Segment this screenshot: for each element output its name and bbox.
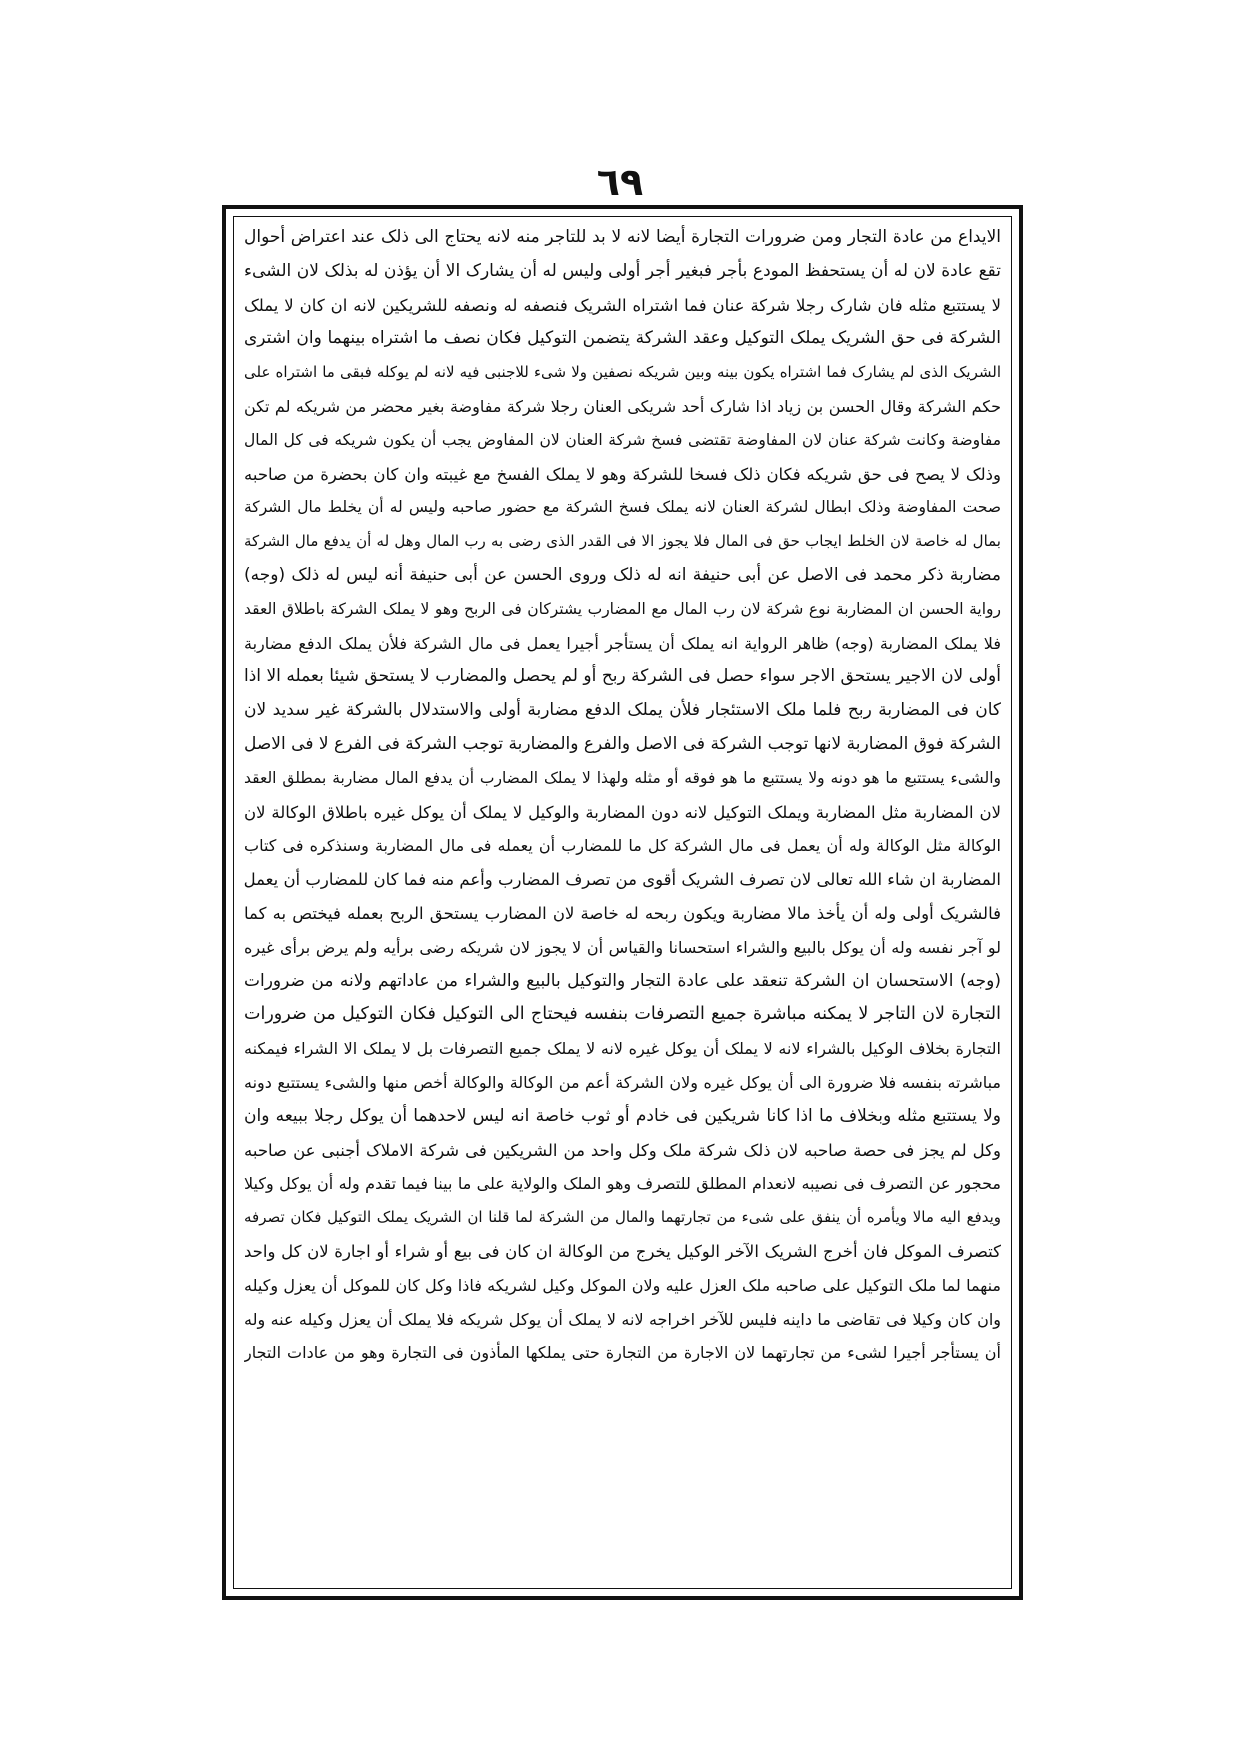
text-line: صحت المفاوضة وذلک ابطال لشرکة العنان لانه یملک فسخ الشرکة مع حضور صاحبه ولیس له أن یخلط مال الشرکة (244, 498, 1001, 517)
text-line: وکل لم یجز فی حصة صاحبه لان ذلک شرکة ملک وکل واحد من الشریکین فی شرکة الاملاک أجنبی عن صاحبه (244, 1140, 1001, 1160)
page-frame (222, 205, 1023, 1600)
text-line: فلا یملک المضاربة (وجه) ظاهر الروایة انه یملک أن یستأجر أجیرا یعمل فی مال الشرکة فلأن یملک الدفع مضاربة (244, 633, 1001, 653)
text-line: (وجه) الاستحسان ان الشرکة تنعقد علی عادة التجار والتوکیل بالبیع والشراء من عاداتهم ولانه من ضرورات (244, 970, 1001, 991)
text-line: وذلک لا یصح فی حق شریکه فکان ذلک فسخا للشرکة وهو لا یملک الفسخ مع غیبته وان کان بحضرة من صاحبه (244, 464, 1001, 484)
text-line: الوکالة مثل الوکالة وله أن یعمل فی مال الشرکة کل ما للمضارب أن یعمله فی مال المضاربة وسنذکره فی کتاب (244, 836, 1001, 856)
text-line: بمال له خاصة لان الخلط ایجاب حق فی المال فلا یجوز الا فی القدر الذی رضی به رب المال وهل له أن یدفع مال الشرکة (244, 532, 1001, 551)
text-line: أولی لان الاجیر یستحق الاجر سواء حصل فی الشرکة ربح أو لم یحصل والمضارب لا یستحق شیئا بعمله الا اذا (244, 666, 1001, 687)
text-line: لو آجر نفسه وله أن یوکل بالبیع والشراء استحسانا والقیاس أن لا یجوز لان شریکه رضی برأیه ولم یرض برأی غیره (244, 937, 1001, 957)
text-line: التجارة لان التاجر لا یمکنه مباشرة جمیع التصرفات بنفسه فیحتاج الی التوکیل فکان التوکیل من ضرورات (244, 1004, 1001, 1025)
text-line: حکم الشرکة وقال الحسن بن زیاد اذا شارک أحد شریکی العنان رجلا شرکة مفاوضة بغیر محضر من شریکه لم تکن (244, 396, 1001, 416)
text-line: المضاربة ان شاء الله تعالی لان تصرف الشریک أقوی من تصرف المضارب وأعم منه فما کان للمضارب أن یعمل (244, 870, 1001, 890)
text-line: والشیء یستتبع ما هو دونه ولا یستتبع ما هو فوقه أو مثله ولهذا لا یملک المضارب أن یدفع المال مضاربة بمطلق العقد (244, 768, 1001, 787)
text-line: الشرکة فوق المضاربة لانها توجب الشرکة فی الاصل والفرع والمضاربة توجب الشرکة فی الفرع لا فی الاصل (244, 733, 1001, 754)
text-line: مباشرته بنفسه فلا ضرورة الی أن یوکل غیره ولان الشرکة أعم من الوکالة والوکالة أخص منها والشیء یستتبع دونه (244, 1072, 1001, 1092)
main-text (244, 221, 1001, 1370)
text-line: ولا یستتبع مثله وبخلاف ما اذا کانا شریکین فی خادم أو ثوب خاصة انه لیس لاحدهما أن یوکل رجلا ببیعه وان (244, 1105, 1001, 1126)
text-line: الشرکة فی حق الشریک یملک التوکیل وعقد الشرکة یتضمن التوکیل فکان نصف ما اشتراه بینهما وان اشتری (244, 328, 1001, 349)
text-line: تقع عادة لان له أن یستحفظ المودع بأجر فبغیر أجر أولی ولیس له أن یشارک الا أن یؤذن له بذلک لان الشیء (244, 260, 1001, 281)
text-line: کتصرف الموکل فان أخرج الشریک الآخر الوکیل یخرج من الوکالة ان کان فی بیع أو شراء أو اجارة لان کل واحد (244, 1241, 1001, 1261)
text-line: وان کان وکیلا فی تقاضی ما داینه فلیس للآخر اخراجه لانه لا یملک أن یوکل شریکه فلا یملک أن یعزل وکیله عنه وله (244, 1309, 1001, 1329)
text-line: مضاربة ذکر محمد فی الاصل عن أبی حنیفة انه له ذلک وروی الحسن عن أبی حنیفة أنه لیس له ذلک (وجه) (244, 564, 1001, 585)
text-line: مفاوضة وکانت شرکة عنان لان المفاوضة تقتضی فسخ شرکة العنان لان المفاوض یجب أن یکون شریکه فی کل المال (244, 430, 1001, 449)
text-line: لان المضاربة مثل المضاربة ویملک التوکیل لانه دون المضاربة والوکیل لا یملک أن یوکل غیره باطلاق الوکالة لان (244, 802, 1001, 822)
text-line: منهما لما ملک التوکیل علی صاحبه ملک العزل علیه ولان الموکل وکیل لشریکه فاذا وکل کان للموکل أن یعزل وکیله (244, 1275, 1001, 1295)
text-line: فالشریک أولی وله أن یأخذ مالا مضاربة ویکون ربحه له خاصة لان المضارب یستحق الربح بعمله فیختص به کما (244, 903, 1001, 923)
text-line: التجارة بخلاف الوکیل بالشراء لانه لا یملک أن یوکل غیره لانه لا یملک جمیع التصرفات بل لا یملک الا الشراء فیمکنه (244, 1039, 1001, 1059)
text-line: محجور عن التصرف فی نصیبه لانعدام المطلق للتصرف وهو الملک والولایة علی ما بینا فیما تقدم وله أن یوکل وکیلا (244, 1174, 1001, 1194)
text-frame (233, 216, 1012, 1589)
text-line: روایة الحسن ان المضاربة نوع شرکة لان رب المال مع المضارب یشترکان فی الربح وهو لا یملک الشرکة باطلاق العقد (244, 599, 1001, 618)
text-line: لا یستتبع مثله فان شارک رجلا شرکة عنان فما اشتراه الشریک فنصفه له ونصفه للشریکین لانه ان کان لا یملک (244, 295, 1001, 315)
text-line: الایداع من عادة التجار ومن ضرورات التجارة أیضا لانه لا بد للتاجر منه لانه یحتاج الی ذلک عند اعتراض أحوال (244, 227, 1001, 247)
text-line: الشریک الذی لم یشارک فما اشتراه یکون بینه وبین شریکه نصفین ولا شیء للاجنبی فیه لانه لم یوکله فبقی ما اشتراه علی (244, 363, 1001, 382)
text-line: أن یستأجر أجیرا لشیء من تجارتهما لان الاجارة من التجارة حتی یملکها المأذون فی التجارة وهو من عادات التجار (244, 1343, 1001, 1363)
text-line: کان فی المضاربة ربح فلما ملک الاستئجار فلأن یملک الدفع مضاربة أولی والاستدلال بالشرکة غیر سدید لان (244, 700, 1001, 721)
text-line: ویدفع الیه مالا ویأمره أن ینفق علی شیء من تجارتهما والمال من الشرکة لما قلنا ان الشریک یملک التوکیل فکان تصرفه (244, 1208, 1001, 1227)
page-number: ٦٩ (596, 160, 644, 204)
